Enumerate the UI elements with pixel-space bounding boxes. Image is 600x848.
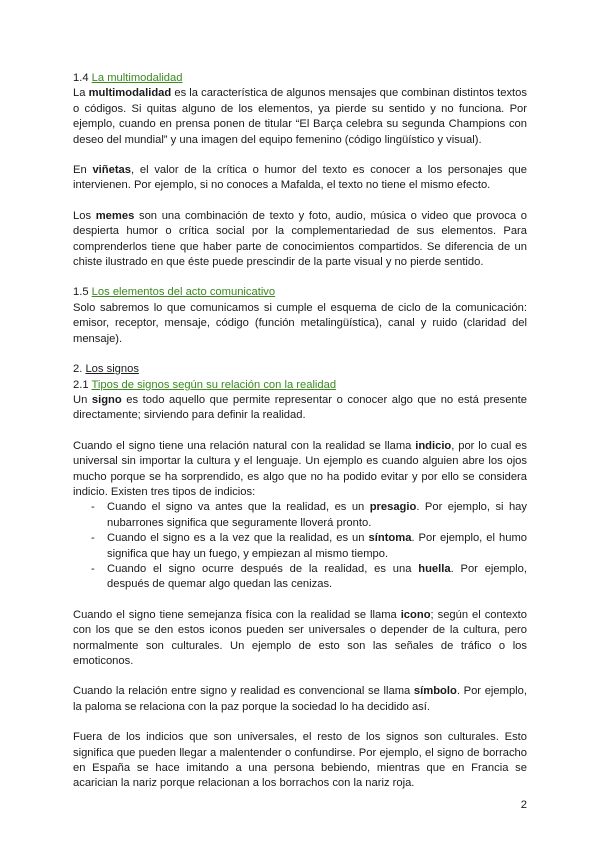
- culturales-paragraph: Fuera de los indicios que son universales, el resto de los signos son culturales. Esto significa que pueden llegar a malentender o confundirse. Por ejemplo, el signo de borracho en España se hace imitando a una persona bebiendo, mientras que en Francia se acarician la nariz porque relacionan a los borrachos con la nariz roja.: [73, 731, 527, 790]
- text-run: . Por ejemplo, el humo significa que hay un fuego, y empiezan al mismo tiempo.: [107, 532, 527, 560]
- section-number: 1.4: [73, 72, 89, 84]
- text-run: Cuando el signo va antes que la realidad, es un: [107, 501, 370, 514]
- list-dash: -: [91, 562, 95, 575]
- section-number: 1.5: [73, 286, 89, 299]
- text-run: , el valor de la crítica o humor del texto es conocer a los personajes que intervienen. Por ejemplo, si no conoces a Mafalda, el texto no tiene el mismo efecto.: [73, 164, 527, 192]
- bold-term: huella: [418, 562, 451, 575]
- text-run: , por lo cual es universal sin importar la cultura y el lenguaje. Un ejemplo es cuando alguien abre los ojos mucho porque se ha sorprendido, es algo que no ha podido evitar y por ello se considera indicio. Existen tres tipos de indicios:: [73, 439, 527, 498]
- icono-paragraph: [73, 608, 527, 670]
- text-run: Cuando la relación entre signo y realidad es convencional se llama: [73, 685, 414, 698]
- page-number: 2: [520, 799, 527, 811]
- text-run: es todo aquello que permite representar o conocer algo que no está presente directamente; sirviendo para definir la realidad.: [73, 393, 527, 422]
- text-run: . Por ejemplo, después de quemar algo quedan las cenizas.: [107, 562, 527, 591]
- list-item: [91, 531, 527, 562]
- bold-term: indicio: [415, 439, 452, 452]
- text-run: Cuando el signo es a la vez que la realidad, es un: [107, 532, 369, 545]
- simbolo-paragraph: [73, 684, 527, 715]
- text-run: ; según el contexto con los que se den estos iconos pueden ser universales o depender de la cultura, pero normalmente son culturales. Un ejemplo de esto son las señales de tráfico o los emoticonos.: [73, 608, 527, 667]
- text-run: Los: [73, 209, 96, 222]
- multimodalidad-paragraph: [73, 86, 527, 148]
- bold-term: icono: [400, 608, 431, 621]
- text-run: Cuando el signo tiene semejanza física con la realidad se llama: [73, 608, 401, 621]
- section-1-5-title-link[interactable]: Los elementos del acto comunicativo: [91, 286, 276, 299]
- section-1-4-heading: [73, 71, 527, 86]
- section-number: 2.1: [73, 378, 89, 391]
- text-run: La: [73, 87, 89, 100]
- bold-term: presagio: [369, 501, 417, 514]
- text-run: es la característica de algunos mensajes que combinan distintos textos o códigos. Si quitas alguno de los elementos, ya pierde su sentido y no funciona. Por ejemplo, cuando en prensa ponen de titular “El Barça celebra su segunda Champions con deseo del mundial” y una imagen del equipo femenino (código lingüístico y visual).: [73, 87, 527, 146]
- list-dash: -: [91, 501, 95, 514]
- bold-term: memes: [95, 209, 135, 222]
- indicio-paragraph: [73, 439, 527, 501]
- vinetas-paragraph: [73, 163, 527, 194]
- text-run: son una combinación de texto y foto, audio, música o video que provoca o despierta humor o crítica social por la complementariedad de sus elementos. Para comprenderlos tiene que haber parte de conocimientos compartidos. Se diferencia de un chiste ilustrado en que éste puede prescindir de la parte visual y no pierde sentido.: [73, 209, 527, 269]
- bold-term: viñetas: [92, 164, 131, 177]
- section-2-heading: [73, 362, 527, 377]
- section-1-4-title-link[interactable]: La multimodalidad: [91, 72, 183, 84]
- section-2-1-title-link[interactable]: Tipos de signos según su relación con la realidad: [91, 378, 337, 391]
- text-run: En: [73, 164, 93, 177]
- bold-term: signo: [91, 393, 122, 406]
- text-run: Cuando el signo ocurre después de la realidad, es una: [107, 562, 419, 575]
- text-run: Cuando el signo tiene una relación natural con la realidad se llama: [73, 439, 416, 452]
- text-run: Un: [73, 393, 92, 406]
- bold-term: símbolo: [413, 685, 457, 698]
- indicio-types-list: [73, 500, 527, 592]
- list-item: [91, 562, 527, 593]
- list-item: [91, 500, 527, 531]
- section-2-1-heading: [73, 378, 527, 393]
- text-run: . Por ejemplo, si hay nubarrones significa que seguramente lloverá pronto.: [107, 501, 527, 529]
- section-2-title: Los signos: [85, 363, 139, 376]
- section-number: 2.: [73, 363, 83, 376]
- bold-term: síntoma: [368, 532, 412, 545]
- text-run: . Por ejemplo, la paloma se relaciona con la paz porque la sociedad lo ha decidido así.: [73, 685, 527, 713]
- acto-comunicativo-paragraph: Solo sabremos lo que comunicamos si cumple el esquema de ciclo de la comunicación: emisor, receptor, mensaje, código (función metalingüística), canal y ruido (claridad del mensaje).: [73, 301, 527, 345]
- list-dash: -: [91, 532, 95, 545]
- memes-paragraph: [73, 209, 527, 271]
- signo-paragraph: [73, 393, 527, 424]
- bold-term: multimodalidad: [88, 87, 172, 100]
- section-1-5-heading: [73, 285, 527, 300]
